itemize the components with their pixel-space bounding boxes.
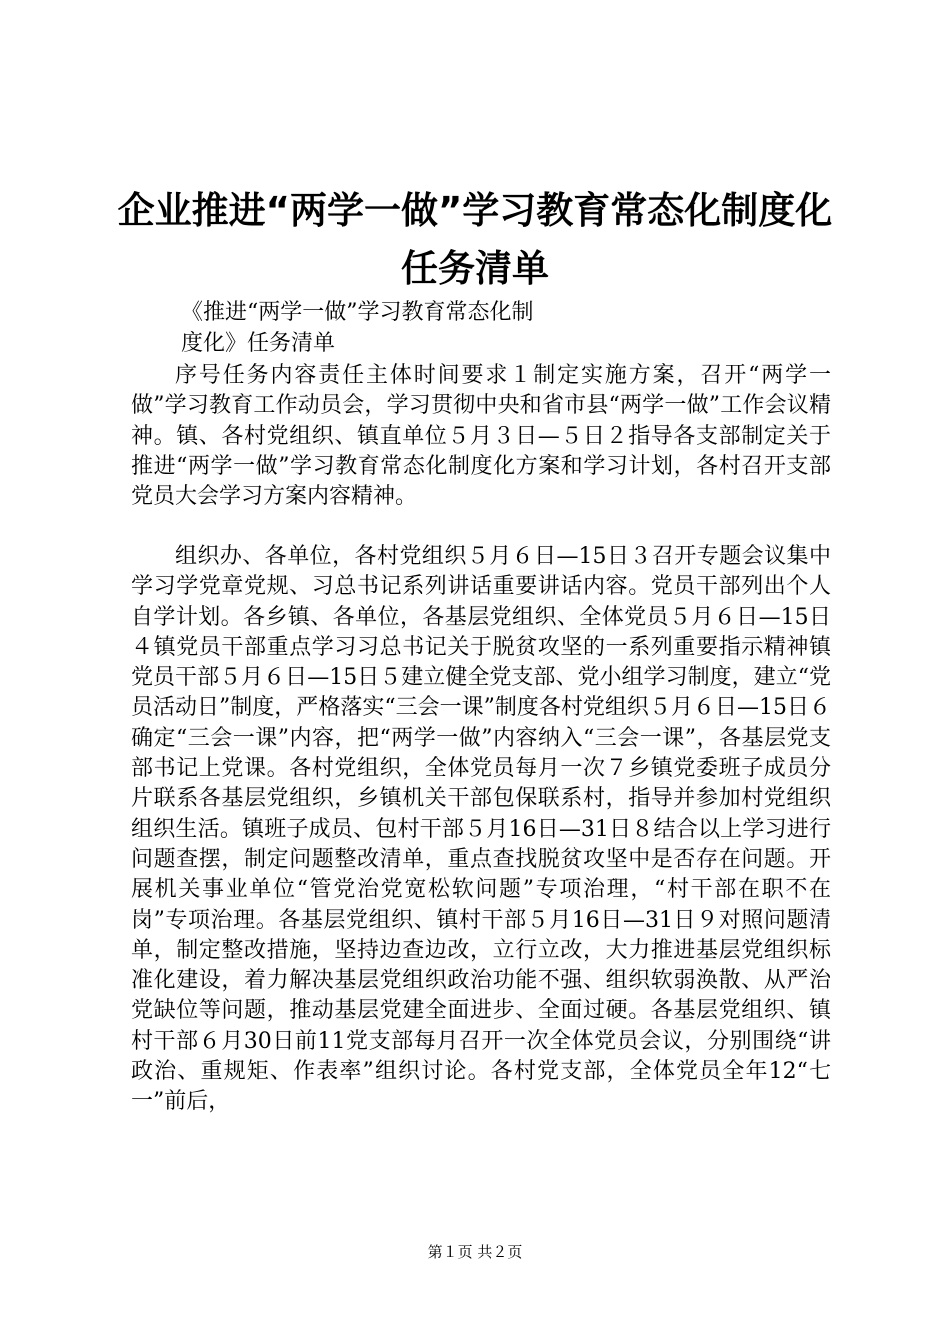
page-number-footer: 第１页 共２页 bbox=[427, 1243, 523, 1261]
body-paragraph-1: 序号任务内容责任主体时间要求１制定实施方案，召开“两学一做”学习教育工作动员会，学习贯彻中央和省市县“两学一做”工作会议精神。镇、各村党组织、镇直单位５月３日—５日２指导各支部制定关于推进“两学一做”学习教育常态化制度化方案和学习计划，各村召开支部党员大会学习方案内容精神。 bbox=[131, 363, 831, 510]
document-subtitle-line-2: 度化》任务清单 bbox=[181, 331, 336, 356]
document-title-line-2: 任务清单 bbox=[401, 247, 549, 290]
document-title-line-1: 企业推进“两学一做”学习教育常态化制度化 bbox=[117, 189, 833, 232]
body-paragraph-2: 组织办、各单位，各村党组织５月６日—15日３召开专题会议集中学习学党章党规、习总书记系列讲话重要讲话内容。党员干部列出个人自学计划。各乡镇、各单位，各基层党组织、全体党员５月６日—15日４镇党员干部重点学习习总书记关于脱贫攻坚的一系列重要指示精神镇党员干部５月６日—15日５建立健全党支部、党小组学习制度，建立“党员活动日”制度，严格落实“三会一课”制度各村党组织５月６日—15日６确定“三会一课”内容，把“两学一做”内容纳入“三会一课”，各基层党支部书记上党课。各村党组织，全体党员每月一次７乡镇党委班子成员分片联系各基层党组织，乡镇机关干部包保联系村，指导并参加村党组织组织生活。镇班子成员、包村干部５月16日—31日８结合以上学习进行问题查摆，制定问题整改清单，重点查找脱贫攻坚中是否存在问题。开展机关事业单位“管党治党宽松软问题”专项治理，“村干部在职不在岗”专项治理。各基层党组织、镇村干部５月16日—31日９对照问题清单，制定整改措施，坚持边查边改，立行立改，大力推进基层党组织标准化建设，着力解决基层党组织政治功能不强、组织软弱涣散、从严治党缺位等问题，推动基层党建全面进步、全面过硬。各基层党组织、镇村干部６月30日前11党支部每月召开一次全体党员会议，分别围绕“讲政治、重规矩、作表率”组织讨论。各村党支部，全体党员全年12“七一”前后， bbox=[131, 544, 831, 1115]
document-subtitle-line-1: 《推进“两学一做”学习教育常态化制 bbox=[181, 300, 534, 325]
